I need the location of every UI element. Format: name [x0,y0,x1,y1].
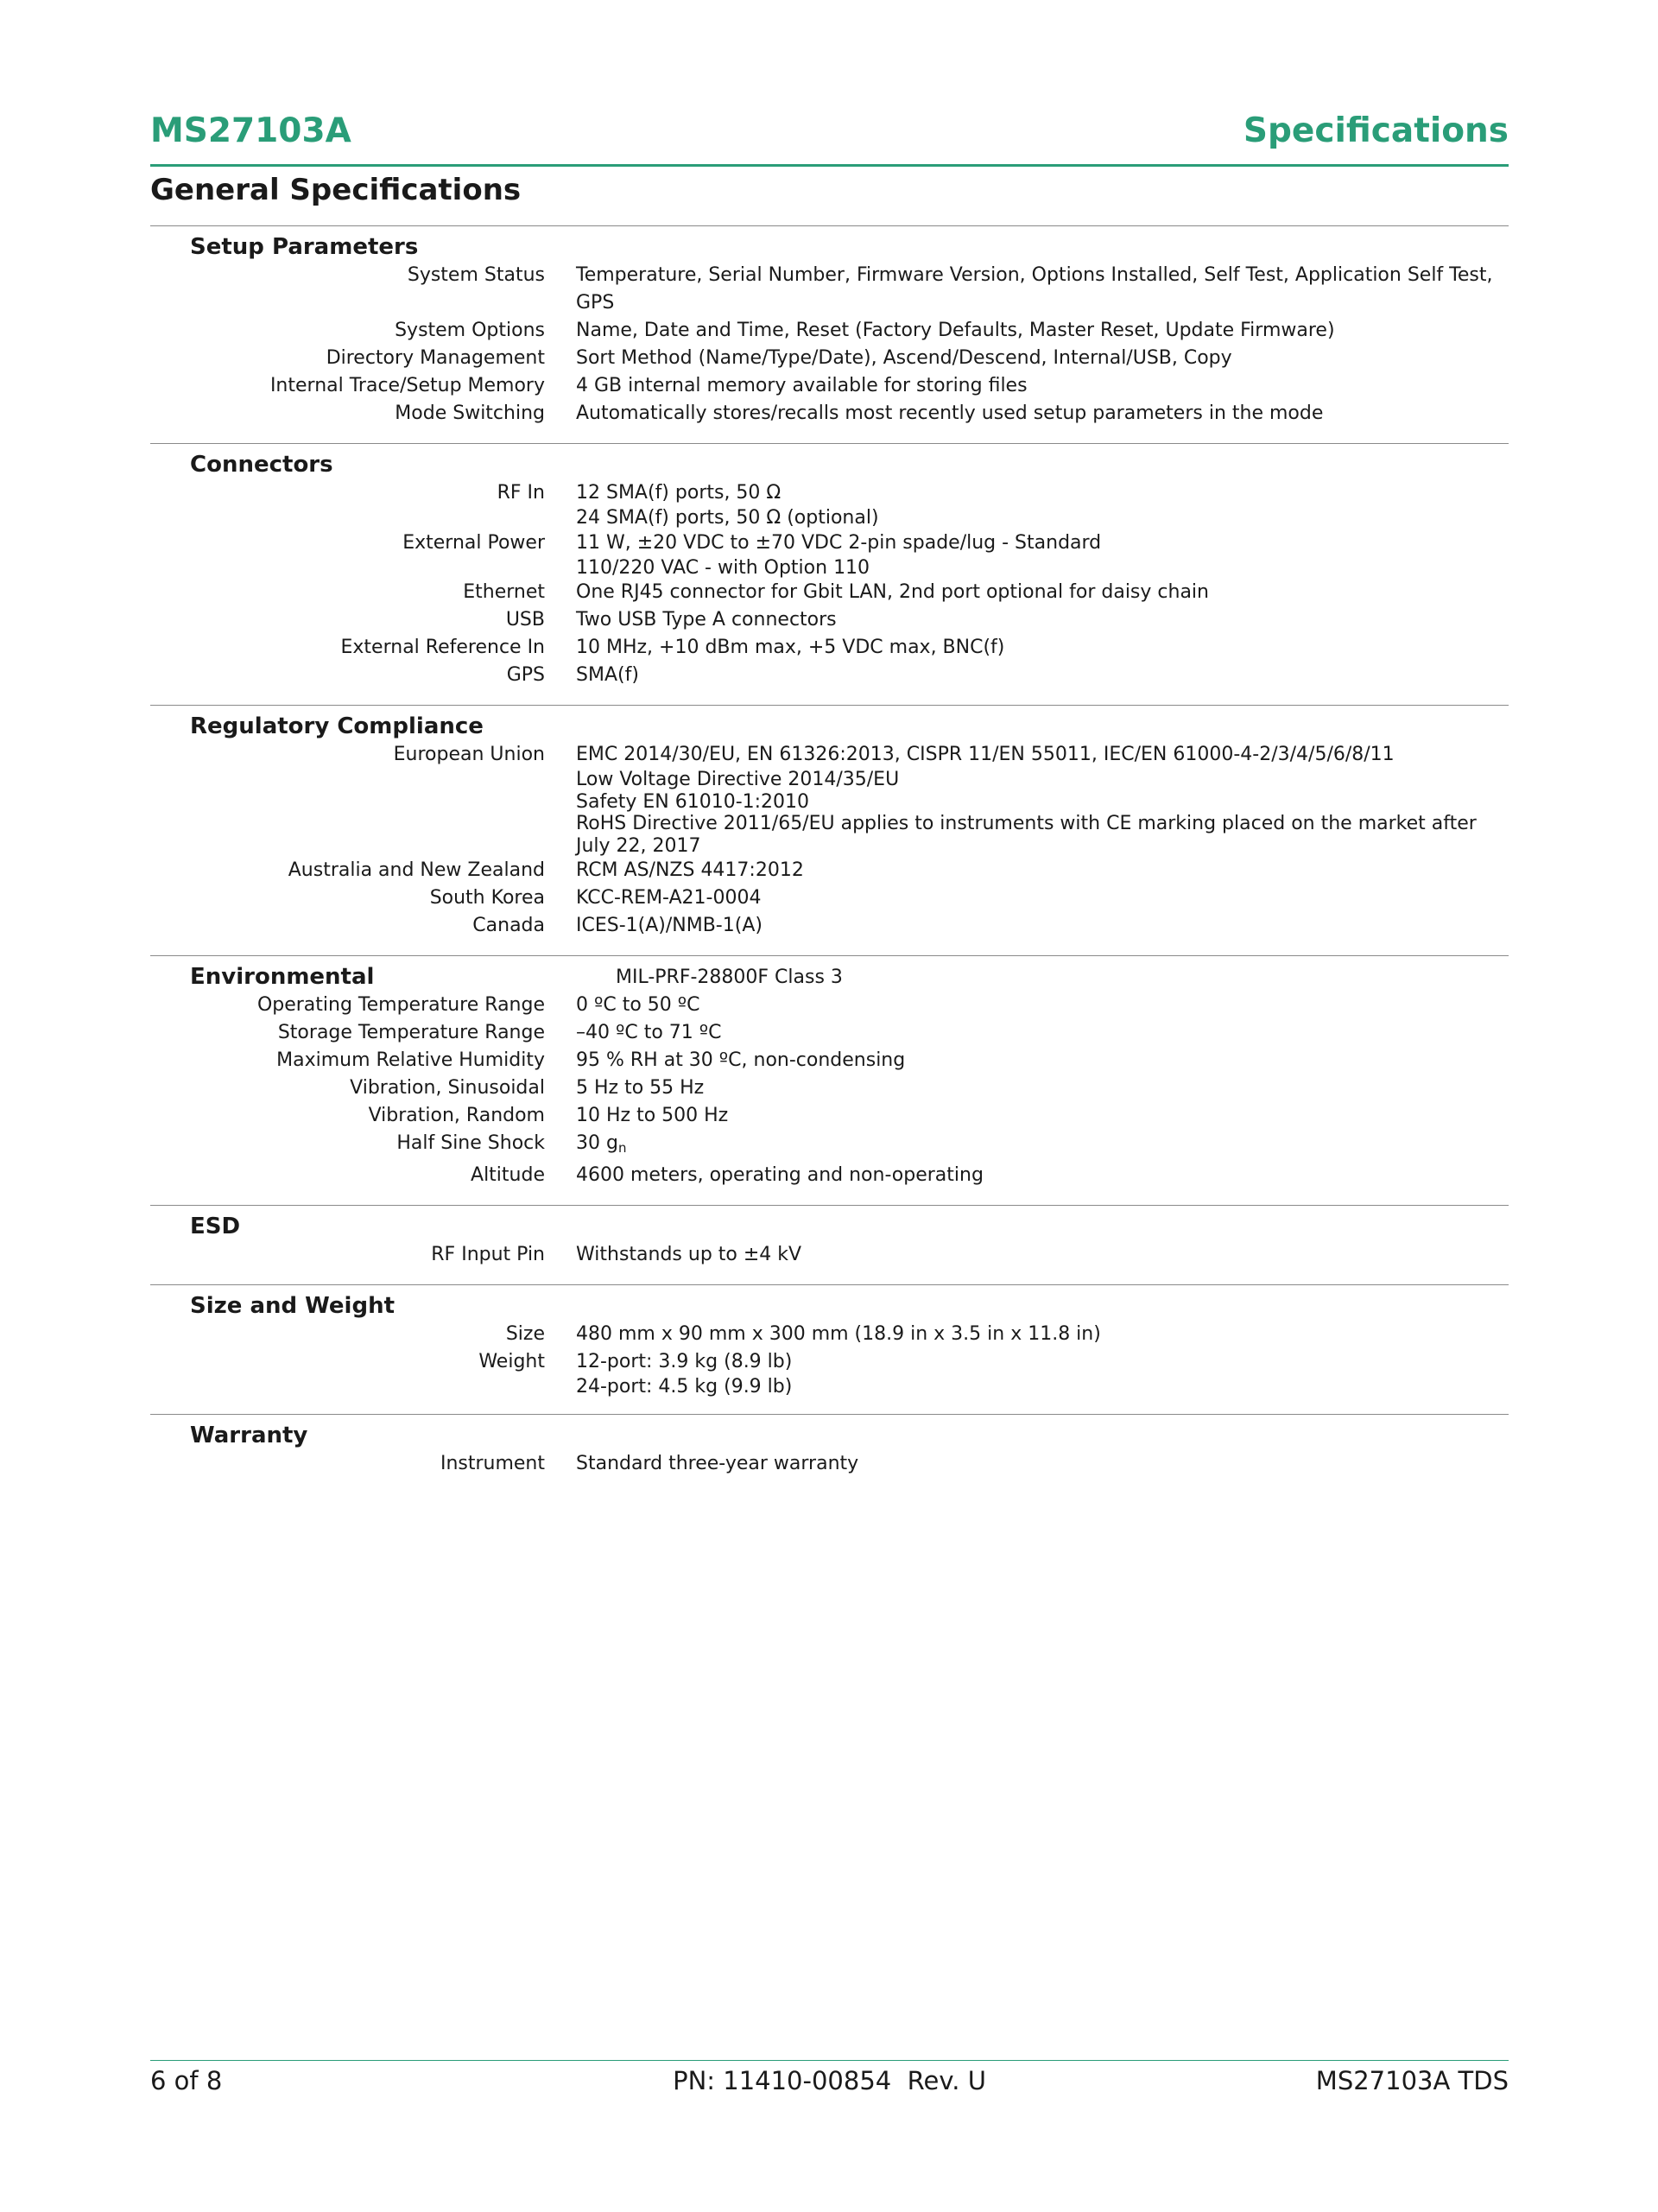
spec-value [576,1130,626,1162]
document-id: MS27103A TDS [1315,2066,1509,2095]
page-title: General Specifications [150,173,522,207]
spec-group [150,705,1509,955]
spec-label: South Korea [429,887,545,909]
spec-value-text: 5 Hz to 55 Hz [576,1077,705,1099]
spec-label: Weight [478,1351,545,1372]
spec-value-text: Safety EN 61010-1:2010 [576,790,810,813]
spec-label: Directory Management [326,347,545,369]
spec-row [150,529,1509,580]
spec-values [576,372,1028,400]
spec-row [150,579,1509,606]
spec-row [150,1162,1509,1189]
spec-label: Size [505,1323,545,1345]
spec-row [150,1241,1509,1269]
spec-values [576,1241,801,1269]
spec-value [576,579,1209,606]
group-header [150,1292,1509,1321]
spec-group [150,1284,1509,1414]
spec-value [576,606,837,634]
spec-value-text: 24 SMA(f) ports, 50 Ω (optional) [576,507,879,529]
spec-values [576,1130,626,1162]
spec-row [150,912,1509,940]
spec-values [576,1162,984,1189]
group-title-value: MIL-PRF-28800F Class 3 [616,967,843,988]
spec-value-text: EMC 2014/30/EU, EN 61326:2013, CISPR 11/EN 55011, IEC/EN 61000-4-2/3/4/5/6/8/11 [576,744,1395,765]
group-title: Environmental [190,964,375,990]
spec-value [576,884,761,912]
spec-table [150,225,1509,1493]
spec-value [576,557,1101,580]
spec-value-text: 11 W, ±20 VDC to ±70 VDC 2-pin spade/lug - Standard [576,531,1102,554]
part-number: PN: 11410-00854 Rev. U [673,2066,986,2095]
spec-value-text: Low Voltage Directive 2014/35/EU [576,769,900,790]
spec-value [576,262,1509,317]
spec-value [576,769,1509,791]
spec-value [576,1047,905,1074]
spec-values [576,634,1004,662]
spec-value-text: 4600 meters, operating and non-operating [576,1164,984,1186]
group-title: ESD [190,1214,241,1239]
spec-label: Canada [472,915,545,936]
spec-values [576,579,1209,606]
spec-value-text: 12 SMA(f) ports, 50 Ω [576,482,782,504]
spec-value-text: 10 MHz, +10 dBm max, +5 VDC max, BNC(f) [576,637,1005,658]
group-header [150,233,1509,262]
spec-value [576,1074,704,1102]
page-number: 6 of 8 [150,2066,223,2095]
spec-value-text: One RJ45 connector for Gbit LAN, 2nd port optional for daisy chain [576,581,1209,603]
spec-values [576,1321,1101,1348]
spec-value [576,1348,792,1376]
spec-values [576,606,837,634]
spec-value-text: 24-port: 4.5 kg (9.9 lb) [576,1376,793,1398]
spec-value-text: 0 ºC to 50 ºC [576,994,700,1016]
spec-value [576,1162,984,1189]
spec-label: Instrument [440,1452,545,1474]
spec-value-text: Two USB Type A connectors [576,609,837,631]
spec-value [576,791,1509,814]
spec-row [150,884,1509,912]
spec-value [576,992,700,1019]
spec-group [150,1414,1509,1493]
spec-value [576,529,1101,557]
group-title: Warranty [190,1422,308,1448]
spec-values [576,400,1323,428]
spec-values [576,1074,704,1102]
spec-value-subscript: n [617,1140,627,1156]
spec-values [576,262,1509,317]
spec-value-text: Sort Method (Name/Type/Date), Ascend/Descend, Internal/USB, Copy [576,347,1232,369]
spec-values [576,1047,905,1074]
spec-row [150,345,1509,372]
spec-value-text: SMA(f) [576,664,639,686]
page-footer [150,2060,1509,2104]
spec-values [576,317,1335,345]
spec-label: Altitude [471,1164,545,1186]
spec-label: Vibration, Random [368,1105,545,1126]
spec-value-text: 4 GB internal memory available for storing files [576,375,1028,396]
spec-value-text: Automatically stores/recalls most recently used setup parameters in the mode [576,402,1324,424]
spec-value [576,400,1323,428]
spec-row [150,1321,1509,1348]
spec-row [150,1019,1509,1047]
spec-row [150,1348,1509,1398]
group-header [150,963,1509,992]
spec-value [576,1019,722,1047]
spec-values [576,857,804,884]
spec-label: Vibration, Sinusoidal [350,1077,545,1099]
spec-label: System Options [395,320,545,341]
spec-row [150,1047,1509,1074]
spec-value [576,1376,792,1398]
spec-value-text: –40 ºC to 71 ºC [576,1022,722,1043]
spec-row [150,262,1509,317]
spec-row [150,372,1509,400]
spec-value [576,912,763,940]
spec-values [576,345,1232,372]
spec-values [576,662,639,689]
spec-value-text: Withstands up to ±4 kV [576,1244,802,1265]
spec-value [576,317,1335,345]
page-header [150,104,1509,167]
spec-value-text: RoHS Directive 2011/65/EU applies to instruments with CE marking placed on the market after July 22, 2017 [576,813,1477,857]
spec-label: Australia and New Zealand [288,859,545,881]
spec-row [150,741,1509,857]
spec-value-text: KCC-REM-A21-0004 [576,887,762,909]
group-header [150,713,1509,741]
spec-group [150,1205,1509,1284]
group-title: Connectors [190,452,333,478]
spec-value [576,345,1232,372]
spec-label: Storage Temperature Range [277,1022,545,1043]
spec-row [150,662,1509,689]
spec-value-text: Temperature, Serial Number, Firmware Version, Options Installed, Self Test, Application Self Test, GPS [576,264,1493,314]
spec-row [150,857,1509,884]
group-header [150,1422,1509,1450]
spec-values [576,992,700,1019]
spec-label: GPS [506,664,545,686]
spec-group [150,443,1509,705]
group-title: Regulatory Compliance [190,713,484,739]
spec-value [576,857,804,884]
spec-value [576,1241,801,1269]
spec-row [150,1074,1509,1102]
spec-row [150,1102,1509,1130]
spec-value [576,662,639,689]
spec-value [576,741,1509,769]
spec-row [150,479,1509,529]
spec-row [150,992,1509,1019]
spec-row [150,606,1509,634]
spec-values [576,479,879,529]
spec-label: External Reference In [340,637,545,658]
spec-values [576,912,763,940]
group-header [150,1213,1509,1241]
group-title: Size and Weight [190,1293,396,1319]
spec-row [150,1450,1509,1478]
spec-value [576,1102,728,1130]
spec-values [576,1450,858,1478]
spec-label: External Power [402,531,545,554]
spec-value-text: 12-port: 3.9 kg (8.9 lb) [576,1351,793,1372]
spec-group [150,225,1509,443]
spec-value [576,507,879,529]
spec-label: Mode Switching [395,402,545,424]
spec-values [576,1348,792,1398]
spec-value-text: Name, Date and Time, Reset (Factory Defaults, Master Reset, Update Firmware) [576,320,1335,341]
spec-value-text: RCM AS/NZS 4417:2012 [576,859,804,881]
spec-row [150,400,1509,428]
spec-value-text: Standard three-year warranty [576,1452,859,1474]
group-title: Setup Parameters [190,234,419,260]
spec-value-text: ICES-1(A)/NMB-1(A) [576,915,763,936]
spec-label: RF Input Pin [431,1244,545,1265]
spec-label: Half Sine Shock [396,1132,545,1154]
spec-value-text: 480 mm x 90 mm x 300 mm (18.9 in x 3.5 in x 11.8 in) [576,1323,1101,1345]
spec-label: USB [505,609,545,631]
spec-label: European Union [393,744,545,765]
spec-value [576,634,1004,662]
spec-value-text: 110/220 VAC - with Option 110 [576,556,870,579]
spec-label: Ethernet [463,581,545,603]
spec-row [150,1130,1509,1162]
spec-label: Internal Trace/Setup Memory [269,375,545,396]
spec-label: RF In [497,482,545,504]
spec-label: System Status [407,264,545,286]
spec-row [150,317,1509,345]
spec-value [576,1450,858,1478]
section-title-header: Specifications [1243,111,1509,150]
spec-values [576,529,1101,580]
spec-values [576,1102,728,1130]
spec-value [576,479,879,507]
spec-label: Operating Temperature Range [256,994,545,1016]
spec-values [576,1019,722,1047]
spec-value-text: 10 Hz to 500 Hz [576,1105,729,1126]
spec-value-text: 95 % RH at 30 ºC, non-condensing [576,1049,906,1071]
spec-values [576,884,761,912]
group-header [150,451,1509,479]
product-title: MS27103A [150,111,351,150]
spec-values [576,741,1509,857]
spec-value [576,813,1509,857]
spec-value [576,372,1028,400]
spec-row [150,634,1509,662]
spec-value [576,1321,1101,1348]
spec-group [150,955,1509,1205]
spec-label: Maximum Relative Humidity [276,1049,545,1071]
spec-value-text: 30 g [576,1132,618,1154]
